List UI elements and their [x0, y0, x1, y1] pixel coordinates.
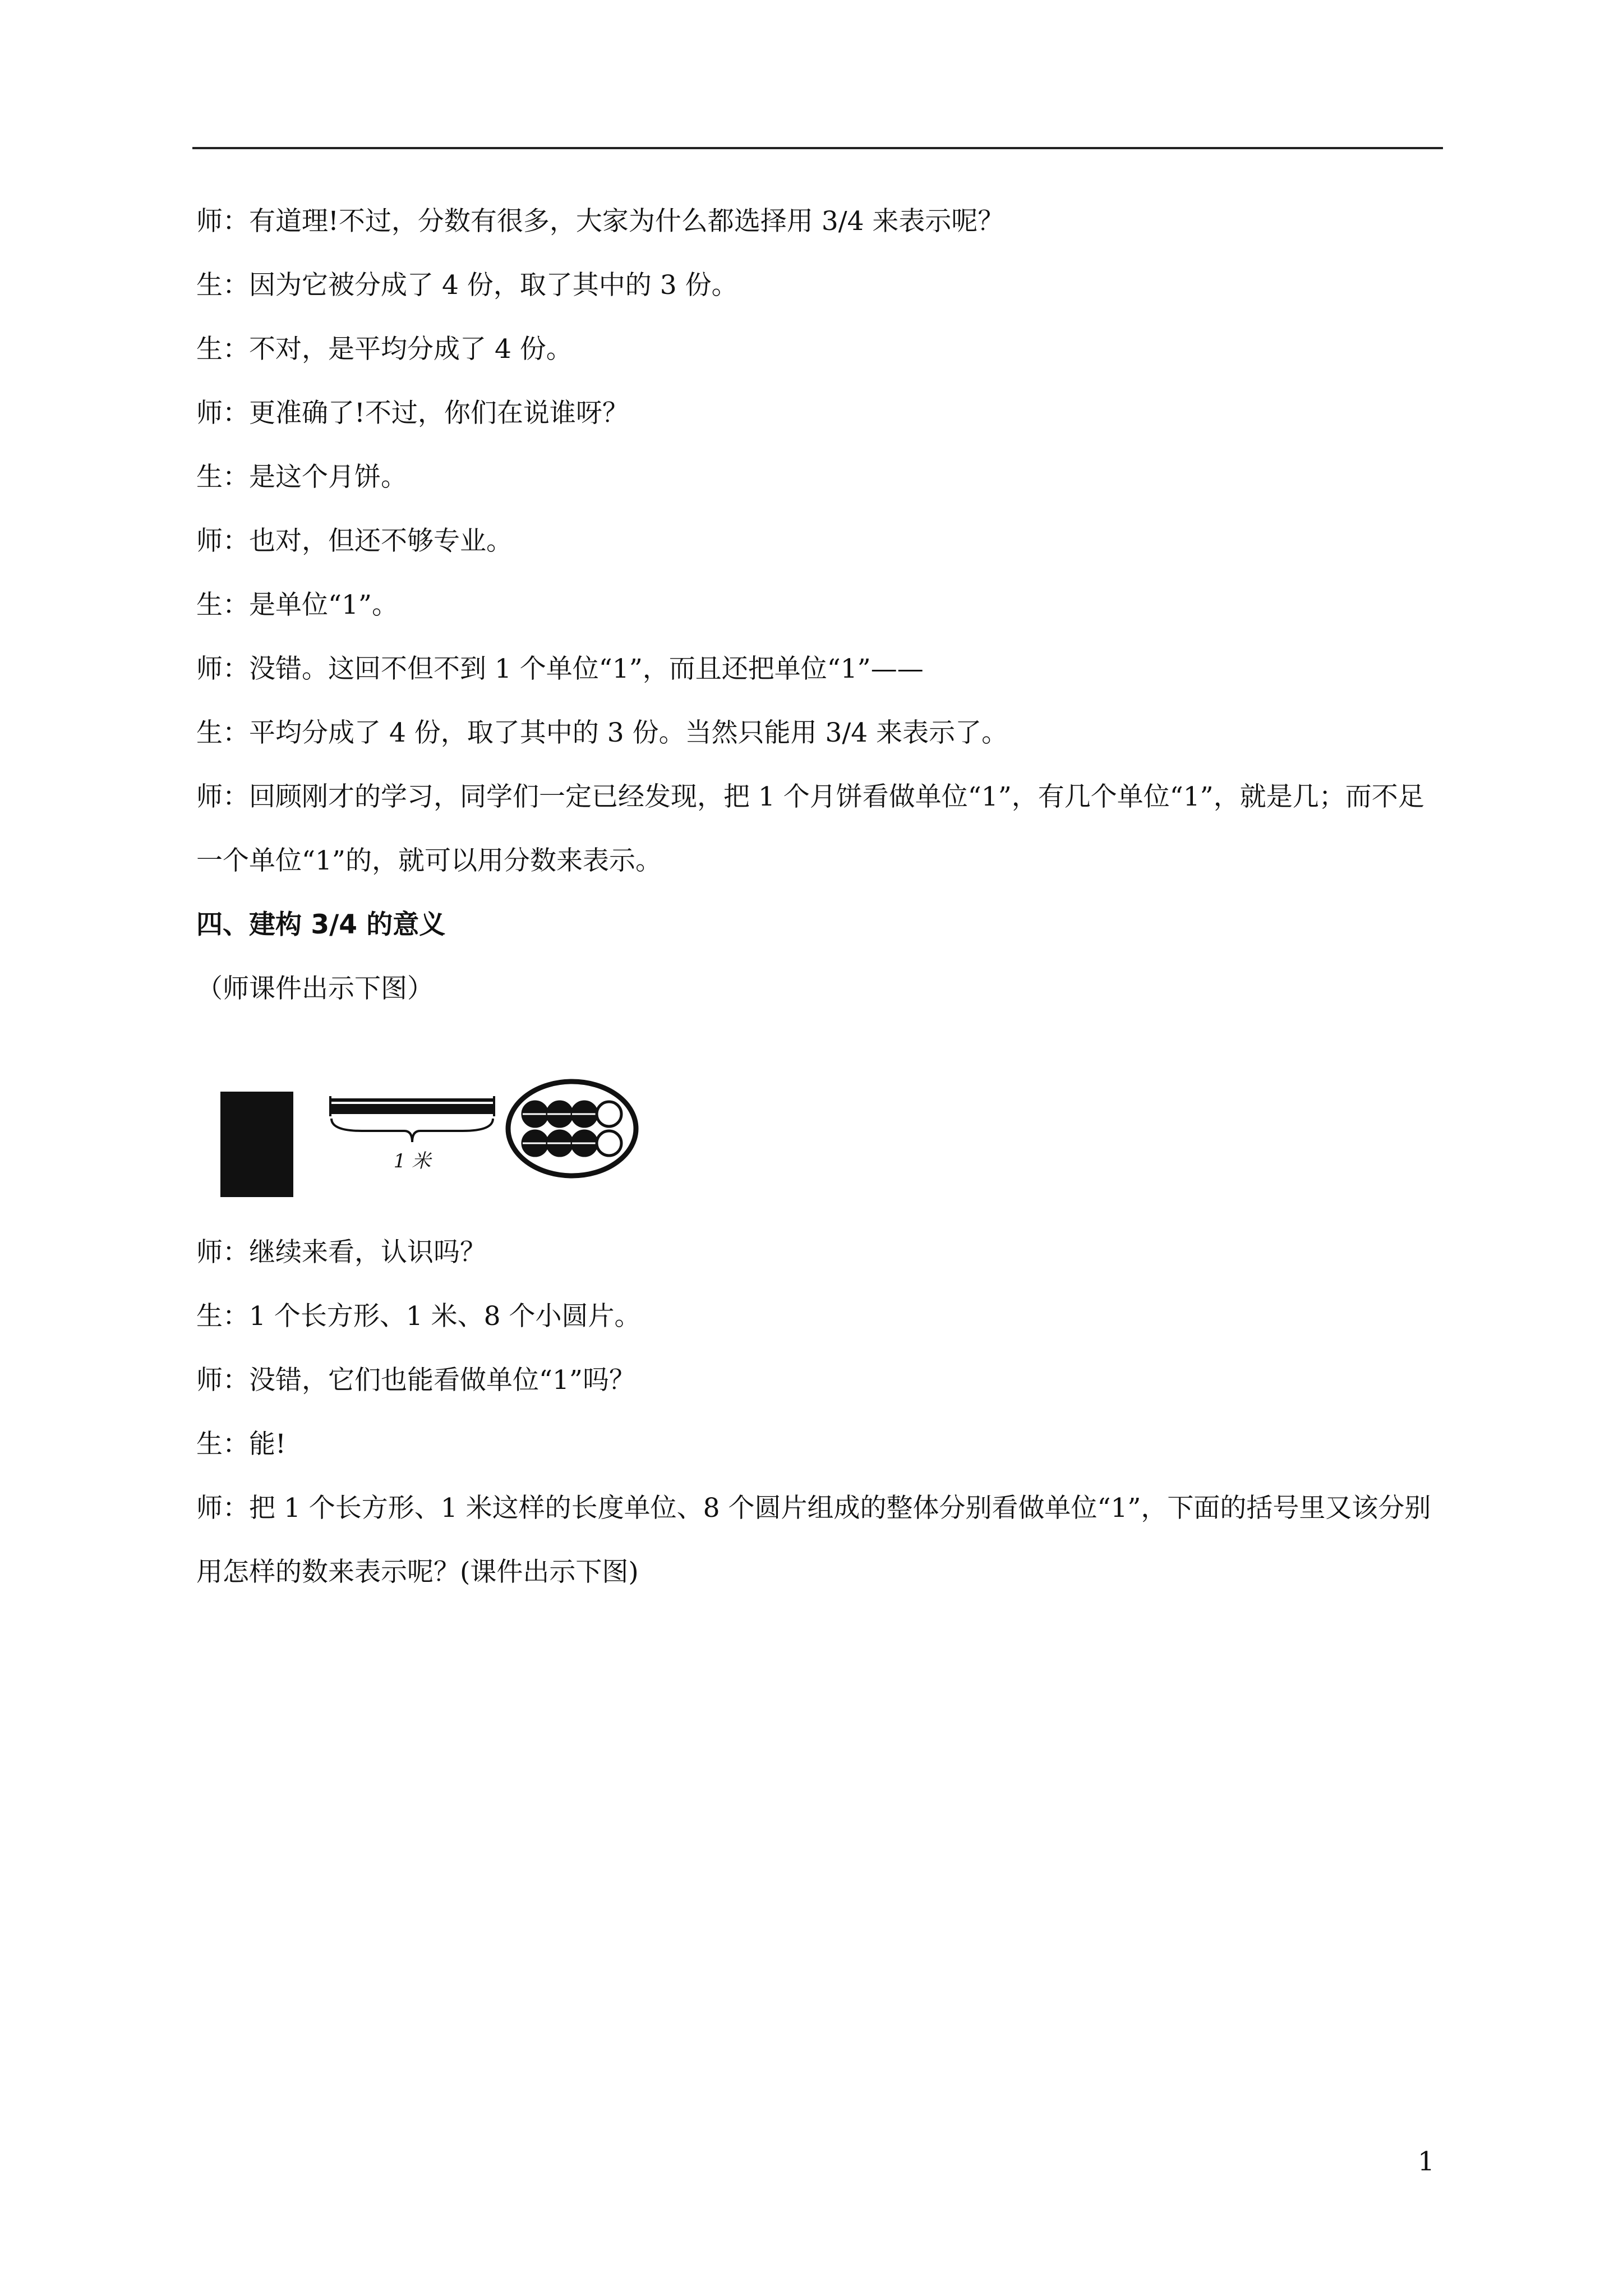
unit-figure: [196, 1062, 1447, 1214]
header-rule: [192, 147, 1443, 149]
dialogue-line: 师：也对，但还不够专业。: [196, 526, 513, 556]
counter-empty: [597, 1131, 621, 1156]
counter-empty: [597, 1102, 621, 1126]
brace-icon: [331, 1119, 493, 1142]
dialogue-line: 师：更准确了!不过，你们在说谁呀？: [196, 398, 629, 429]
rectangle-shape: [220, 1092, 293, 1197]
dialogue-line: 生：平均分成了 4 份，取了其中的 3 份。当然只能用 3/4 来表示了。: [196, 717, 1008, 748]
dialogue-line: 生：1 个长方形、1 米、8 个小圆片。: [196, 1301, 641, 1332]
dialogue-paragraph: 师：把 1 个长方形、1 米这样的长度单位、8 个圆片组成的整体分别看做单位“1”，下面的括号里又该分别用怎样的数来表示呢？(课件出示下图): [196, 1493, 1431, 1588]
dialogue-line: 生：是单位“1”。: [196, 590, 398, 620]
dialogue-line: 生：因为它被分成了 4 份，取了其中的 3 份。: [196, 270, 738, 301]
dialogue-line: 师：继续来看，认识吗？: [196, 1237, 486, 1268]
dialogue-line: 生：是这个月饼。: [196, 462, 407, 493]
meter-stick-drawing: [328, 1062, 496, 1152]
dialogue-line: 生：能!: [196, 1429, 286, 1460]
section-heading: 四、建构 3/4 的意义: [196, 909, 446, 940]
dialogue-line: 生：不对，是平均分成了 4 份。: [196, 334, 573, 365]
dialogue-line: 师：没错，它们也能看做单位“1”吗？: [196, 1365, 635, 1396]
figure-caption: （师课件出示下图）: [196, 973, 434, 1004]
page-number: 1: [1418, 2146, 1435, 2177]
dialogue-line: 师：有道理!不过，分数有很多，大家为什么都选择用 3/4 来表示呢？: [196, 206, 1004, 237]
meter-label: 1 米: [393, 1150, 431, 1172]
counters-oval: [508, 1082, 636, 1176]
dialogue-paragraph: 师：回顾刚才的学习，同学们一定已经发现，把 1 个月饼看做单位“1”，有几个单位“1”，就是几；而不足一个单位“1”的，就可以用分数来表示。: [196, 781, 1424, 876]
counters-drawing: [502, 1062, 648, 1208]
dialogue-line: 师：没错。这回不但不到 1 个单位“1”，而且还把单位“1”——: [196, 654, 924, 684]
counters-group: [502, 1062, 648, 1211]
document-body: [196, 202, 1447, 1617]
meter-stick: [328, 1062, 496, 1208]
